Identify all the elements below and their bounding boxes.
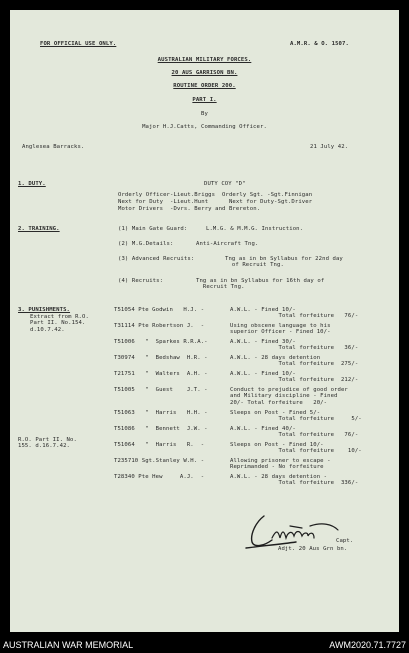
- extract-reference: Extract from R.O. Part II. No.154. d.10.7.42.: [30, 314, 89, 333]
- official-use-label: FOR OFFICIAL USE ONLY.: [40, 41, 117, 47]
- duty-heading: 1. DUTY.: [18, 181, 46, 187]
- signatory-title: Adjt. 20 Aus Grn bn.: [278, 546, 348, 552]
- punishment-entry-no: T51086 " Bennett J.W. -: [114, 426, 208, 432]
- training-item-text: L.M.G. & M.M.G. Instruction.: [206, 226, 304, 232]
- unit-heading: 20 AUS GARRISON BN.: [171, 70, 238, 76]
- punishment-entry-text: A.W.L. - Fined 30/- Total forfeiture 36/-: [230, 339, 359, 352]
- order-heading: ROUTINE ORDER 200.: [173, 83, 236, 89]
- punishments-heading: 3. PUNISHMENTS.: [18, 307, 71, 313]
- punishment-entry-no: T31114 Pte Robertson J. -: [114, 323, 205, 329]
- location: Anglesea Barracks.: [22, 144, 85, 150]
- punishment-entry-no: T235710 Sgt.Stanley W.H. -: [114, 458, 205, 464]
- punishment-entry-text: Sleeps on Post - Fined 10/- Total forfeiture 10/-: [230, 442, 362, 455]
- order-date: 21 July 42.: [310, 144, 349, 150]
- punishment-entry-text: A.W.L. - Fined 10/- Total forfeiture 212/-: [230, 371, 359, 384]
- duty-line: Next for Duty -Lieut.Hunt Next for Duty-Sgt.Driver: [118, 199, 313, 205]
- punishment-entry-text: Allowing prisoner to escape - Reprimanded - No forfeiture: [230, 458, 331, 471]
- punishment-entry-text: A.W.L. - Fined 10/- Total forfeiture 76/-: [230, 307, 359, 320]
- commander-line: Major H.J.Catts, Commanding Officer.: [142, 124, 267, 130]
- extract-reference: R.O. Part II. No. 155. d.16.7.42.: [18, 437, 77, 450]
- training-item-label: (2) M.G.Details:: [118, 241, 174, 247]
- reference-number: A.M.R. & O. 1507.: [290, 41, 349, 47]
- by-line: By: [201, 111, 208, 117]
- punishment-entry-text: A.W.L. - 28 days detention Total forfeiture 275/-: [230, 355, 359, 368]
- punishment-entry-no: T51054 Pte Godwin H.J. -: [114, 307, 205, 313]
- training-item-text: Tng as in bn Syllabus for 22nd day of Recruit Tng.: [225, 256, 343, 269]
- punishment-entry-text: Using obscene language to his superior Officer - Fined 10/-: [230, 323, 331, 336]
- training-item-text: Anti-Aircraft Tng.: [196, 241, 259, 247]
- training-item-label: (4) Recruits:: [118, 278, 164, 284]
- training-heading: 2. TRAINING.: [18, 226, 60, 232]
- punishment-entry-no: T51063 " Harris H.H. -: [114, 410, 208, 416]
- punishment-entry-no: T51006 " Sparkes R.R.A.-: [114, 339, 208, 345]
- punishment-entry-text: Conduct to prejudice of good order and Military discipline - Fined 20/- Total forfeiture 20/-: [230, 387, 348, 406]
- training-item-text: Tng as in bn Syllabus for 16th day of Recruit Tng.: [196, 278, 325, 291]
- punishment-entry-text: A.W.L. - Fined 40/- Total forfeiture 76/-: [230, 426, 359, 439]
- archive-footer: [0, 637, 409, 653]
- punishment-entry-no: T51005 " Guest J.T. -: [114, 387, 208, 393]
- punishment-entry-no: T28340 Pte Hew A.J. -: [114, 474, 205, 480]
- archive-name: AUSTRALIAN WAR MEMORIAL: [3, 640, 134, 650]
- punishment-entry-text: Sleeps on Post - Fined 5/- Total forfeiture 5/-: [230, 410, 362, 423]
- part-heading: PART I.: [192, 97, 217, 103]
- duty-coy: DUTY COY "D": [204, 181, 246, 187]
- forces-heading: AUSTRALIAN MILITARY FORCES.: [157, 57, 252, 63]
- punishment-entry-text: A.W.L. - 28 days detention - Total forfeiture 336/-: [230, 474, 359, 487]
- punishment-entry-no: T30974 " Bedshaw H.R. -: [114, 355, 208, 361]
- punishment-entry-no: T21751 " Walters A.H. -: [114, 371, 208, 377]
- punishment-entry-no: T51064 " Harris R. -: [114, 442, 205, 448]
- training-item-label: (3) Advanced Recruits:: [118, 256, 195, 262]
- duty-line: Orderly Officer-Lieut.Briggs Orderly Sgt. -Sgt.Finnigan: [118, 192, 313, 198]
- archive-reference: AWM2020.71.7727: [329, 640, 406, 650]
- duty-line: Motor Drivers -Dvrs. Berry and Brereton.: [118, 206, 261, 212]
- document-page: [10, 10, 399, 632]
- signatory-rank: Capt.: [336, 538, 354, 544]
- training-item-label: (1) Main Gate Guard:: [118, 226, 188, 232]
